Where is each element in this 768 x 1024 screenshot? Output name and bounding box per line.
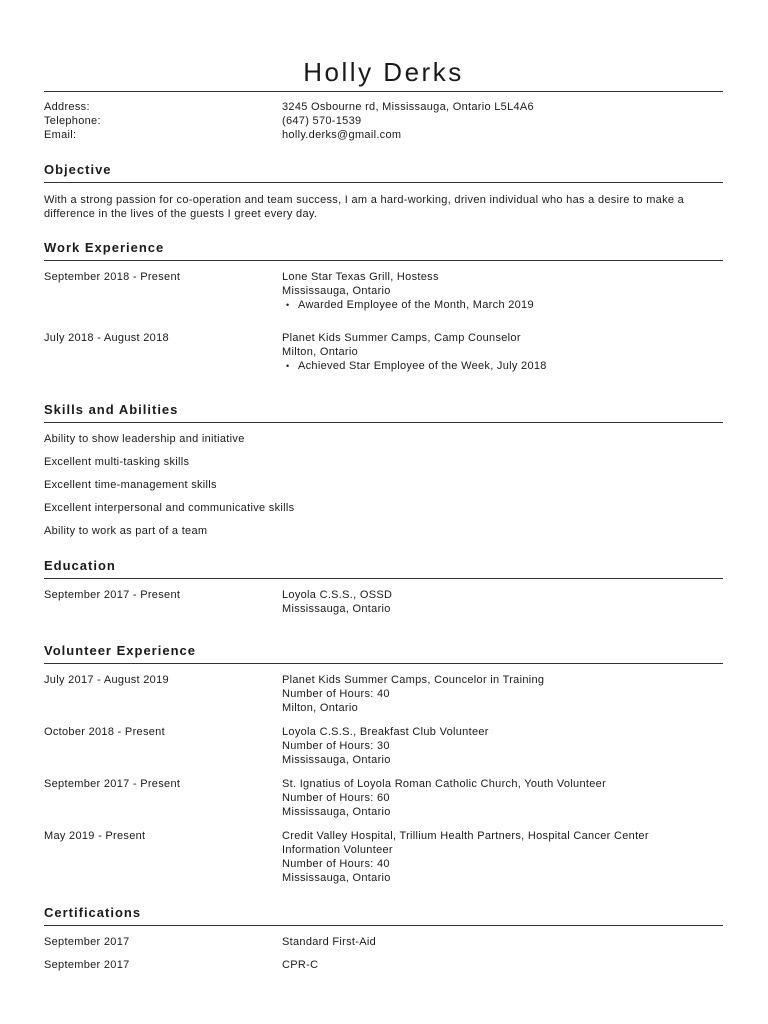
section-divider bbox=[44, 578, 723, 579]
work-entry bbox=[44, 331, 723, 373]
entry-location: Mississauga, Ontario bbox=[282, 285, 391, 297]
contact-label: Email: bbox=[44, 129, 77, 141]
section-title-objective: Objective bbox=[44, 162, 112, 177]
volunteer-entry bbox=[44, 725, 723, 767]
entry-line: Number of Hours: 60 bbox=[282, 792, 390, 804]
contact-label: Address: bbox=[44, 101, 90, 113]
work-entry bbox=[44, 270, 723, 312]
volunteer-entry bbox=[44, 673, 723, 715]
skill-item: Excellent interpersonal and communicative skills bbox=[44, 502, 295, 514]
entry-detail bbox=[282, 270, 723, 312]
section-title-volunteer: Volunteer Experience bbox=[44, 643, 196, 658]
entry-line: St. Ignatius of Loyola Roman Catholic Church, Youth Volunteer bbox=[282, 778, 607, 790]
certification-entry bbox=[44, 958, 723, 972]
entry-line: Number of Hours: 30 bbox=[282, 740, 390, 752]
entry-date: May 2019 - Present bbox=[44, 830, 146, 842]
telephone-value: (647) 570-1539 bbox=[282, 115, 362, 127]
entry-detail bbox=[282, 673, 723, 715]
volunteer-entry bbox=[44, 777, 723, 819]
contact-label: Telephone: bbox=[44, 115, 101, 127]
entry-location: Mississauga, Ontario bbox=[282, 603, 391, 615]
bullet-text: Awarded Employee of the Month, March 2019 bbox=[298, 299, 534, 311]
volunteer-entry bbox=[44, 829, 723, 885]
address-value: 3245 Osbourne rd, Mississauga, Ontario L5L4A6 bbox=[282, 101, 534, 113]
skill-item: Ability to show leadership and initiative bbox=[44, 433, 245, 445]
entry-detail bbox=[282, 725, 723, 767]
entry-detail bbox=[282, 331, 723, 373]
certification-name: CPR-C bbox=[282, 959, 319, 971]
skills-section bbox=[44, 402, 723, 538]
entry-date: September 2017 bbox=[44, 936, 130, 948]
bullet-text: Achieved Star Employee of the Week, July 2018 bbox=[298, 360, 547, 372]
entry-line: Mississauga, Ontario bbox=[282, 806, 391, 818]
section-title-skills: Skills and Abilities bbox=[44, 402, 179, 417]
entry-date: September 2017 - Present bbox=[44, 778, 181, 790]
section-title-certifications: Certifications bbox=[44, 905, 142, 920]
entry-date: September 2017 - Present bbox=[44, 589, 181, 601]
entry-date: July 2018 - August 2018 bbox=[44, 332, 169, 344]
entry-detail bbox=[282, 777, 723, 819]
entry-line: Loyola C.S.S., Breakfast Club Volunteer bbox=[282, 726, 489, 738]
education-section bbox=[44, 558, 723, 616]
entry-date: October 2018 - Present bbox=[44, 726, 165, 738]
bullet-icon: • bbox=[286, 300, 290, 310]
entry-title: Planet Kids Summer Camps, Camp Counselor bbox=[282, 332, 521, 344]
entry-detail bbox=[282, 829, 723, 885]
entry-line: Credit Valley Hospital, Trillium Health Partners, Hospital Cancer Center bbox=[282, 830, 649, 842]
section-divider bbox=[44, 925, 723, 926]
section-title-education: Education bbox=[44, 558, 116, 573]
entry-date: September 2018 - Present bbox=[44, 271, 181, 283]
certification-name: Standard First-Aid bbox=[282, 936, 377, 948]
objective-text: With a strong passion for co-operation and team success, I am a hard-working, driven individual who has a desire to make a difference in the lives of the guests I greet every day. bbox=[44, 194, 685, 220]
entry-bullet bbox=[282, 298, 723, 312]
section-divider bbox=[44, 663, 723, 664]
section-title-work: Work Experience bbox=[44, 240, 165, 255]
skill-item: Excellent multi-tasking skills bbox=[44, 456, 190, 468]
name-divider bbox=[44, 91, 723, 92]
contact-row-telephone bbox=[44, 114, 723, 128]
entry-line: Number of Hours: 40 bbox=[282, 688, 390, 700]
entry-date: July 2017 - August 2019 bbox=[44, 674, 169, 686]
entry-detail bbox=[282, 588, 723, 616]
entry-location: Milton, Ontario bbox=[282, 346, 359, 358]
bullet-icon: • bbox=[286, 361, 290, 371]
resume-page bbox=[44, 0, 723, 972]
entry-line: Planet Kids Summer Camps, Councelor in Training bbox=[282, 674, 545, 686]
email-value: holly.derks@gmail.com bbox=[282, 129, 402, 141]
work-section bbox=[44, 240, 723, 373]
resume-name: Holly Derks bbox=[303, 57, 464, 87]
skill-item: Ability to work as part of a team bbox=[44, 525, 208, 537]
contact-row-email bbox=[44, 128, 723, 142]
section-divider bbox=[44, 422, 723, 423]
volunteer-section bbox=[44, 643, 723, 885]
entry-line: Mississauga, Ontario bbox=[282, 754, 391, 766]
entry-line: Information Volunteer bbox=[282, 844, 393, 856]
objective-section bbox=[44, 162, 723, 221]
entry-title: Lone Star Texas Grill, Hostess bbox=[282, 271, 439, 283]
section-divider bbox=[44, 182, 723, 183]
certification-entry bbox=[44, 935, 723, 949]
entry-date: September 2017 bbox=[44, 959, 130, 971]
entry-bullet bbox=[282, 359, 723, 373]
entry-line: Milton, Ontario bbox=[282, 702, 359, 714]
contact-row-address bbox=[44, 100, 723, 114]
entry-title: Loyola C.S.S., OSSD bbox=[282, 589, 393, 601]
entry-line: Mississauga, Ontario bbox=[282, 872, 391, 884]
skill-item: Excellent time-management skills bbox=[44, 479, 217, 491]
contact-block bbox=[44, 100, 723, 142]
entry-line: Number of Hours: 40 bbox=[282, 858, 390, 870]
education-entry bbox=[44, 588, 723, 616]
certifications-section bbox=[44, 905, 723, 972]
section-divider bbox=[44, 260, 723, 261]
